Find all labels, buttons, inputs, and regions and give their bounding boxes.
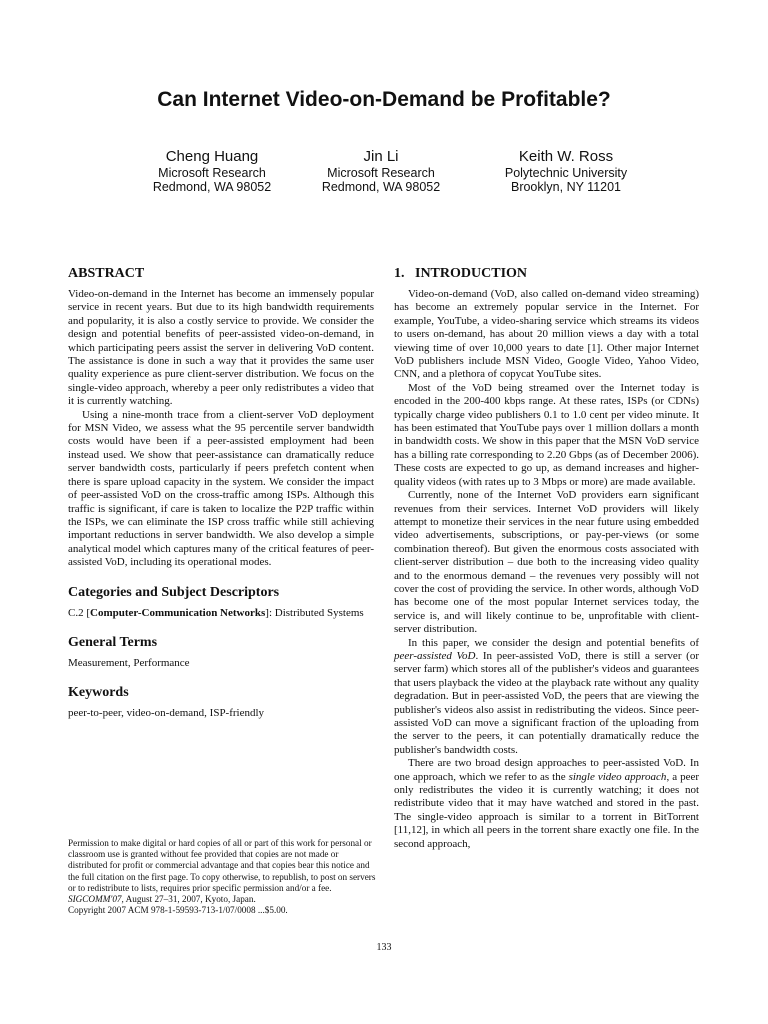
general-terms-text: Measurement, Performance (68, 656, 190, 669)
author-name: Keith W. Ross (518, 148, 614, 165)
intro-paragraph: There are two broad design approaches to peer-assisted VoD. In one approach, which we refer to as the single video approach, a peer only redistributes the video it is currently watching; it does not redistribute video that it may have watched and stored in the past. The single-video approach is similar to a torrent in BitTorrent [11,12], in which all peers in the torrent share exactly one file. In the second approach, (394, 757, 700, 850)
categories-heading: Categories and Subject Descriptors (68, 584, 280, 600)
author-2 (286, 148, 476, 194)
author-affiliation: Polytechnic University (504, 166, 628, 180)
keywords-heading: Keywords (68, 685, 129, 701)
intro-paragraph: Most of the VoD being streamed over the Internet today is encoded in the 200-400 kbps range. At these rates, ISPs (or CDNs) typically charge video publishers 0.1 to 1.0 cent per video minute. It has been estimated that YouTube pays over 1 million dollars a month in bandwidth costs. We show in this paper that the MSN VoD service has a billing rate corresponding to 2.20 Gbps (as of December 2006). These costs are expected to go up, as demand increases and higher-quality videos (with rates up to 3 Mbps or more) are made available. (394, 381, 699, 488)
author-affiliation: Microsoft Research (158, 166, 266, 180)
author-address: Brooklyn, NY 11201 (510, 180, 622, 194)
abstract-paragraph: Using a nine-month trace from a client-server VoD deployment for MSN Video, we assess what the 95 percentile server bandwidth costs would have been if a peer-assisted employment had been instead used. We show that peer-assistance can dramatically reduce server bandwidth costs, particularly if peers prefetch content when there is spare upload capacity in the system. We consider the impact of peer-assisted VoD on the cross-traffic among ISPs. Although this traffic is significant, if care is taken to localize the P2P traffic within the ISPs, we can eliminate the ISP cross traffic while still achieving important reductions in server bandwidth. We also develop a simple analytical model which captures many of the critical features of peer-assisted VoD, including its operational modes. (68, 408, 374, 569)
page-number: 133 (376, 942, 392, 953)
permission-text: Permission to make digital or hard copies of all or part of this work for personal or classroom use is granted without fee provided that copies are not made or distributed for profit or commercial advantage and that copies bear this notice and the full citation on the first page. To copy otherwise, to republish, to post on servers or to redistribute to lists, requires prior specific permission and/or a fee. (68, 838, 376, 893)
right-column (394, 265, 699, 851)
venue-line: SIGCOMM'07, August 27–31, 2007, Kyoto, Japan. (68, 894, 256, 905)
intro-paragraph: Currently, none of the Internet VoD providers earn significant revenues from their services. Internet VoD providers will likely attempt to monetize their services in the near future using embedded video advertisements, subscriptions, or pay-per-views (or some combination thereof). But given the enormous costs associated with client-server distribution – due both to the increasing video quality and to the enormous demand – the revenues very possibly will not cover the cost of providing the service. In other words, although VoD has become one of the most popular Internet services today, the service is, and will likely continue to be, unprofitable with client-server distribution. (394, 489, 699, 636)
general-terms-section (68, 634, 374, 670)
abstract-heading: ABSTRACT (68, 266, 145, 281)
intro-paragraph: Video-on-demand (VoD, also called on-demand video streaming) has become an extremely popular service in the Internet. For example, YouTube, a video-sharing service which streams its videos to users on-demand, has about 20 million views a day with a total viewing time of over 10,000 years to date [1]. Other major Internet VoD publishers include MSN Video, Google Video, Yahoo Video, CNN, and a plethora of copycat YouTube sites. (394, 288, 699, 381)
categories-section (68, 584, 374, 620)
author-name: Cheng Huang (165, 148, 259, 165)
general-terms-heading: General Terms (68, 634, 158, 650)
author-affiliation: Microsoft Research (327, 166, 435, 180)
keywords-section (68, 684, 374, 720)
author-name: Jin Li (363, 148, 399, 165)
copyright-line: Copyright 2007 ACM 978-1-59593-713-1/07/0008 ...$5.00. (68, 905, 288, 916)
paper-title: Can Internet Video-on-Demand be Profitable? (157, 88, 611, 111)
abstract-paragraph: Video-on-demand in the Internet has become an immensely popular service in recent years. But due to its high bandwidth requirements and popularity, it is also a costly service to provide. We consider the design and potential benefits of peer-assisted video-on-demand, in which participating peers assist the server in delivering VoD content. The assistance is done in such a way that it provides the same user quality experience as pure client-server distribution. We focus on the single-video approach, whereby a peer only redistributes a video that it is currently watching. (68, 288, 374, 408)
author-address: Redmond, WA 98052 (152, 180, 272, 194)
author-address: Redmond, WA 98052 (321, 180, 441, 194)
permission-notice (68, 838, 378, 916)
author-1 (117, 148, 307, 194)
categories-text: C.2 [Computer-Communication Networks]: Distributed Systems (68, 606, 364, 619)
intro-paragraph: In this paper, we consider the design and potential benefits of peer-assisted VoD. In peer-assisted VoD, there is still a server (or server farm) which stores all of the publisher's videos and guarantees that users playback the video at the playback rate without any quality degradation. But in peer-assisted VoD, the peers that are viewing the publisher's videos also assist in redistributing the videos. Since peer-assisted VoD can move a significant fraction of the uploading from the server to the peers, it can potentially dramatically reduce the publisher's bandwidth costs. (394, 636, 699, 756)
keywords-text: peer-to-peer, video-on-demand, ISP-friendly (68, 707, 265, 720)
author-3 (471, 148, 661, 194)
author-block (0, 148, 768, 198)
left-column (68, 265, 374, 721)
introduction-heading: 1. INTRODUCTION (394, 266, 528, 281)
